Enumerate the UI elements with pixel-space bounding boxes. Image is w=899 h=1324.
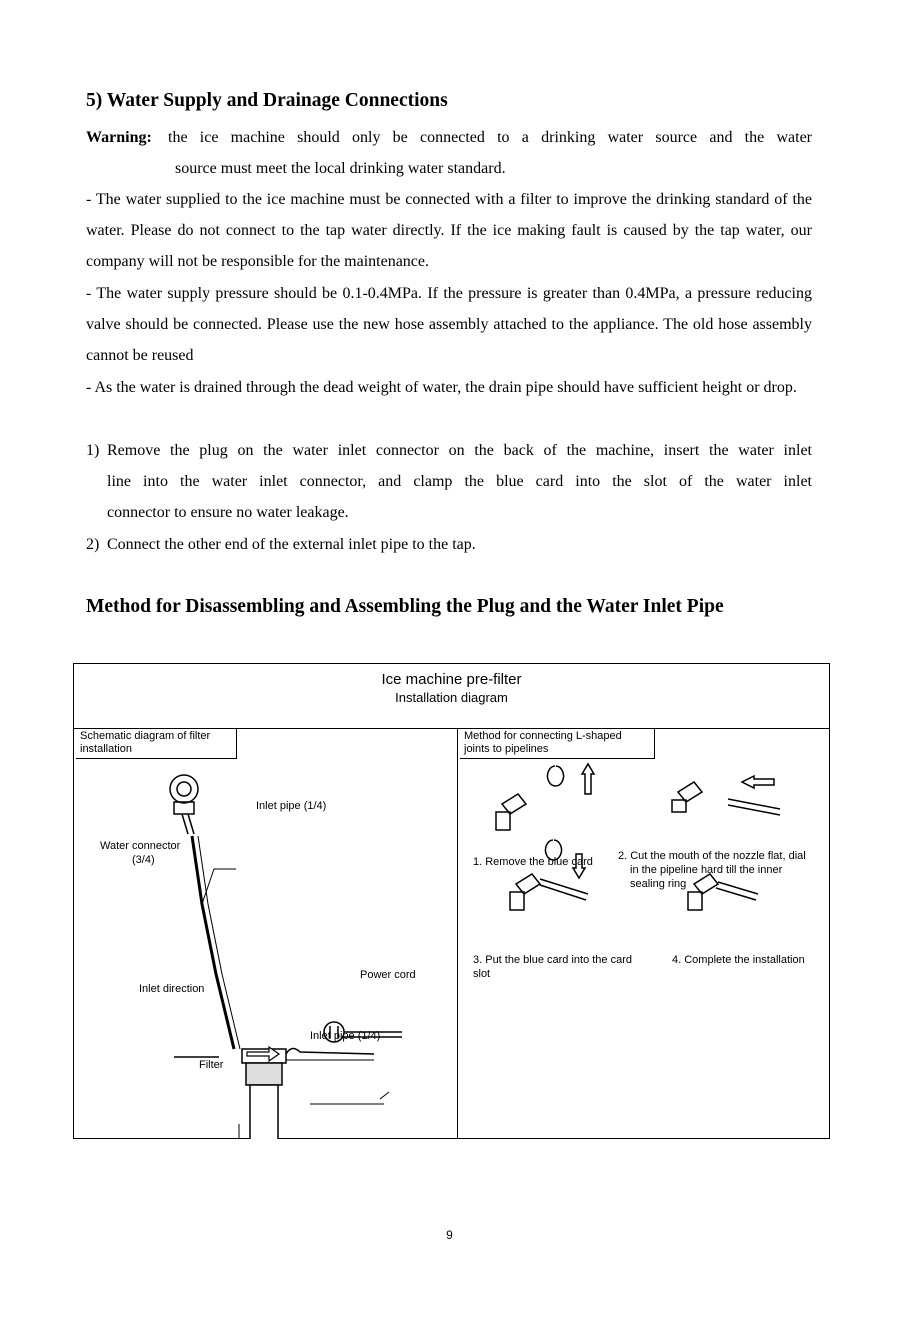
step-2-joint-icon	[672, 776, 780, 815]
label-inlet-pipe-top: Inlet pipe (1/4)	[256, 800, 327, 812]
step-2-number: 2)	[86, 536, 100, 553]
paragraph-drain: - As the water is drained through the dead weight of water, the drain pipe should have sufficient height or drop.	[86, 379, 797, 396]
step-1-line-3: connector to ensure no water leakage.	[107, 504, 349, 521]
step-2-text: Connect the other end of the external inlet pipe to the tap.	[107, 536, 476, 553]
label-filter: Filter	[199, 1059, 224, 1071]
step-1-joint-icon	[496, 764, 594, 830]
step-4-joint-icon	[688, 874, 758, 910]
method-title: Method for Disassembling and Assembling the Plug and the Water Inlet Pipe	[86, 596, 724, 617]
step-1-line-1: Remove the plug on the water inlet connector on the back of the machine, insert the water inlet	[107, 442, 812, 459]
step-1-number: 1)	[86, 442, 100, 459]
step-3-label-1: 3. Put the blue card into the card	[473, 954, 632, 966]
warning-label: Warning:	[86, 129, 152, 146]
label-power-cord: Power cord	[360, 969, 416, 981]
l-joint-method-tag-line-1: Method for connecting L-shaped	[464, 730, 622, 742]
filter-schematic-tag-line-1: Schematic diagram of filter	[80, 730, 211, 742]
label-inlet-direction: Inlet direction	[139, 983, 205, 995]
filter-icon	[242, 1049, 286, 1139]
label-water-connector-size: (3/4)	[132, 854, 155, 866]
step-3-label-2: slot	[473, 968, 491, 980]
step-3-joint-icon	[510, 840, 588, 910]
page-number: 9	[446, 1228, 453, 1242]
step-2-label-2: in the pipeline hard till the inner	[630, 864, 783, 876]
l-joint-method-tag-line-2: joints to pipelines	[464, 743, 549, 755]
step-1-label: 1. Remove the blue card	[473, 856, 593, 868]
label-water-connector: Water connector	[100, 840, 181, 852]
diagram-title: Ice machine pre-filter	[381, 671, 522, 688]
step-2-label-1: 2. Cut the mouth of the nozzle flat, dial	[618, 850, 806, 862]
filter-schematic-tag-line-2: installation	[80, 743, 132, 755]
warning-text-2: source must meet the local drinking water standard.	[175, 160, 506, 177]
l-joint-steps-drawing	[458, 754, 830, 944]
water-connector-icon	[170, 775, 198, 834]
label-inlet-pipe-bottom: Inlet pipe (1/4)	[310, 1030, 381, 1042]
step-1-line-2: line into the water inlet connector, and clamp the blue card into the slot of the water inlet	[107, 473, 812, 490]
paragraph-pressure: - The water supply pressure should be 0.1-0.4MPa. If the pressure is greater than 0.4MPa, a pressure reducing valve should be connected. Please use the new hose assembly attached to the appliance. The old hose assembly cannot be reused	[86, 285, 812, 364]
warning-line	[86, 128, 152, 148]
section-title: 5) Water Supply and Drainage Connections	[86, 90, 448, 111]
paragraph-filter: - The water supplied to the ice machine must be connected with a filter to improve the drinking standard of the water. Please do not connect to the tap water directly. If the ice making fault is caused by the tap water, our company will not be responsible for the maintenance.	[86, 191, 812, 270]
installation-diagram	[73, 663, 830, 1139]
diagram-subtitle: Installation diagram	[395, 690, 508, 705]
step-2-label-3: sealing ring	[630, 878, 687, 890]
step-4-label: 4. Complete the installation	[672, 954, 805, 966]
warning-text: the ice machine should only be connected to a drinking water source and the water	[168, 129, 812, 146]
